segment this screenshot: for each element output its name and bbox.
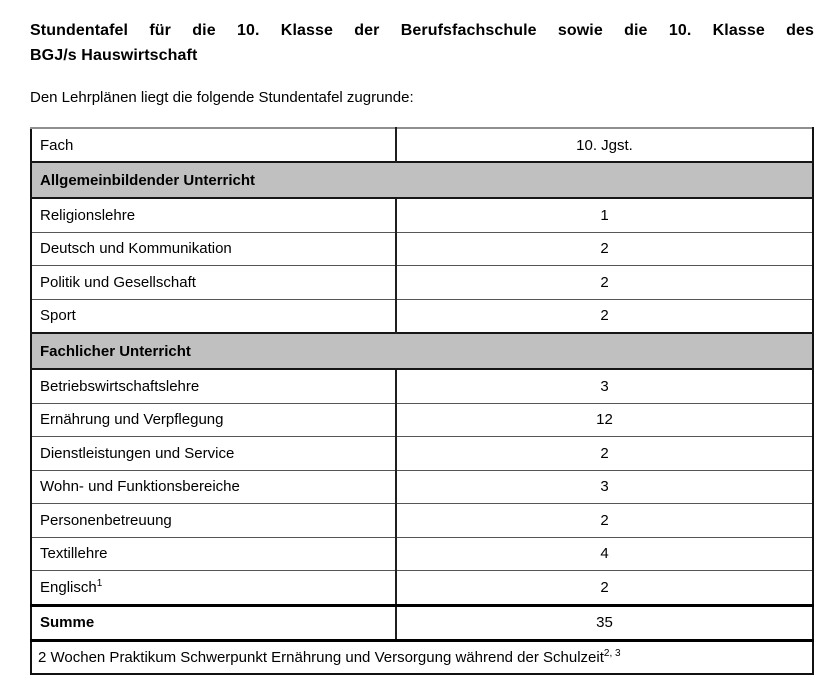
subject-hours: 12 [396, 403, 813, 437]
subject-row [31, 198, 813, 232]
subject-row [31, 403, 813, 437]
summary-body [31, 605, 813, 674]
subject-row [31, 369, 813, 403]
header-cell-fach: Fach [31, 128, 396, 162]
subject-name-cell [31, 537, 396, 571]
footnote-cell [31, 640, 813, 674]
section-header-row [31, 333, 813, 369]
subject-row [31, 504, 813, 538]
header-cell-jgst: 10. Jgst. [576, 136, 633, 154]
intro-text: Den Lehrplänen liegt die folgende Stundentafel zugrunde: [30, 89, 414, 106]
subject-name-cell [31, 571, 396, 606]
subject-name: Dienstleistungen und Service [40, 444, 235, 462]
subject-name-cell [31, 232, 396, 266]
subjects-table-body [31, 162, 813, 605]
subject-hours: 4 [396, 537, 813, 571]
subject-name: Textillehre [40, 545, 108, 563]
subject-row [31, 437, 813, 471]
subject-name: Englisch [40, 578, 97, 596]
footnote-row [31, 640, 813, 674]
subject-name: Deutsch und Kommunikation [40, 240, 232, 258]
section-header-row [31, 162, 813, 198]
subject-name-cell [31, 470, 396, 504]
footnote-sup-marker: 2, 3 [603, 647, 621, 659]
summary-label: Summe [31, 605, 396, 640]
timetable-head [31, 128, 813, 162]
subject-name-cell [31, 266, 396, 300]
subject-name-cell [31, 504, 396, 538]
subject-name-cell [31, 299, 396, 333]
section-label: Allgemeinbildender Unterricht [31, 162, 813, 198]
subject-hours: 2 [396, 437, 813, 471]
header-row [31, 128, 813, 162]
subject-row [31, 537, 813, 571]
footnote-sup-marker: 1 [96, 577, 103, 589]
page-title [30, 18, 814, 68]
subject-row [31, 232, 813, 266]
subject-hours: 3 [396, 369, 813, 403]
section-label: Fachlicher Unterricht [31, 333, 813, 369]
subject-name: Ernährung und Verpflegung [40, 411, 224, 429]
subject-hours: 2 [396, 232, 813, 266]
subject-name-cell [31, 369, 396, 403]
subject-name: Politik und Gesellschaft [40, 273, 196, 291]
subject-name-cell [31, 437, 396, 471]
subject-row [31, 571, 813, 606]
subject-hours: 2 [396, 266, 813, 300]
summary-row [31, 605, 813, 640]
subject-hours: 2 [396, 299, 813, 333]
subject-name-cell [31, 403, 396, 437]
subject-name: Religionslehre [40, 206, 136, 224]
subject-hours: 3 [396, 470, 813, 504]
subject-row [31, 299, 813, 333]
page-title-line2: BGJ/s Hauswirtschaft [30, 47, 198, 64]
subject-row [31, 266, 813, 300]
subject-hours: 2 [396, 571, 813, 606]
page-title-line1: Stundentafel für die 10. Klasse der Berufsfachschule sowie die 10. Klasse des [30, 22, 814, 39]
timetable [30, 127, 814, 675]
subject-name: Wohn- und Funktionsbereiche [40, 478, 240, 496]
subject-hours: 1 [396, 198, 813, 232]
subject-name: Personenbetreuung [40, 511, 172, 529]
summary-hours: 35 [396, 605, 813, 640]
subject-name-cell [31, 198, 396, 232]
subject-name: Betriebswirtschaftslehre [40, 377, 200, 395]
subject-row [31, 470, 813, 504]
subject-name: Sport [40, 307, 76, 325]
footnote-text: 2 Wochen Praktikum Schwerpunkt Ernährung und Versorgung während der Schulzeit [38, 648, 604, 666]
subject-hours: 2 [396, 504, 813, 538]
